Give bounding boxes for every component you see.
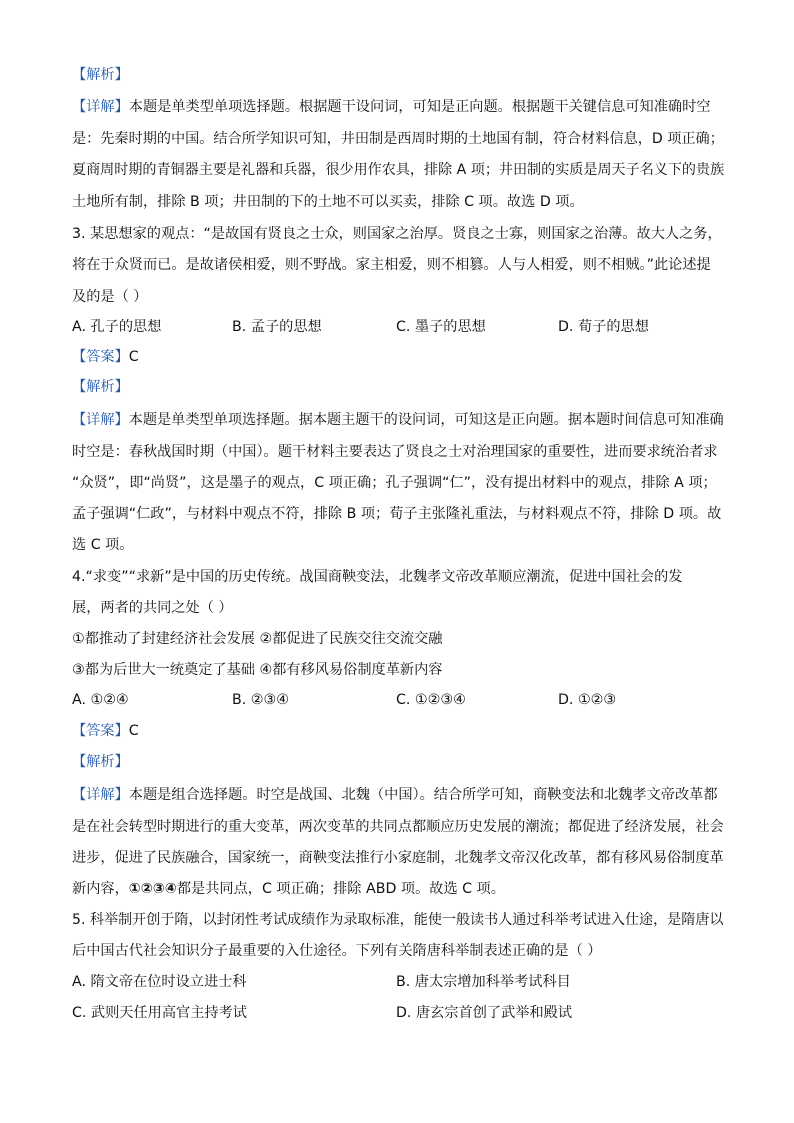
q5-stem-line-1: 5. 科举制开创于隋，以封闭性考试成绩作为录取标准，能使一般读书人通过科举考试进入仕途，是隋唐以: [72, 912, 724, 928]
q2-detail-line-2: 是：先秦时期的中国。结合所学知识可知，井田制是西周时期的土地国有制，符合材料信息，D 项正确；: [72, 131, 724, 147]
q4-option-d: D. ①②③: [558, 692, 617, 708]
q2-detail-line-4: 土地所有制，排除 B 项；井田制的下的土地不可以买卖，排除 C 项。故选 D 项。: [72, 194, 584, 210]
q3-detail-line-5: 选 C 项。: [72, 537, 134, 553]
q4-detail-line-1: 【详解】本题是组合选择题。时空是战国、北魏（中国）。结合所学可知，商鞅变法和北魏孝文帝改革都: [72, 787, 718, 803]
q3-detail-line-3: “众贤”，即“尚贤”，这是墨子的观点，C 项正确；孔子强调“仁”，没有提出材料中的观点，排除 A 项；: [72, 475, 717, 491]
q4-stem-line-2: 展，两者的共同之处（ ）: [72, 600, 233, 616]
q3-detail-line-2: 时空是：春秋战国时期（中国）。题干材料主要表达了贤良之士对治理国家的重要性，进而要求统治者求: [72, 444, 718, 460]
q3-detail-line-4: 孟子强调“仁政”，与材料中观点不符，排除 B 项；荀子主张隆礼重法，与材料观点不符，排除 D 项。故: [72, 506, 722, 522]
q3-stem-line-1: 3. 某思想家的观点：“是故国有贤良之士众，则国家之治厚。贤良之士寡，则国家之治薄。故大人之务，: [72, 226, 722, 242]
q2-detail-line-1: 【详解】本题是单类型单项选择题。根据题干设问词，可知是正向题。根据题干关键信息可知准确时空: [72, 99, 711, 115]
circled-numbers: ①②③④: [128, 881, 177, 897]
q5-option-a: A. 隋文帝在位时设立进士科: [72, 974, 247, 990]
q4-statement-line-2: ③都为后世大一统奠定了基础 ④都有移风易俗制度革新内容: [72, 662, 443, 678]
q4-answer-value: C: [128, 723, 139, 739]
detail-label: 【详解】: [72, 99, 129, 115]
q5-stem-line-2: 后中国古代社会知识分子最重要的入仕途径。下列有关隋唐科举制表述正确的是（ ）: [72, 943, 602, 959]
analysis-label: 【解析】: [72, 67, 129, 83]
answer-label: 【答案】: [72, 723, 129, 739]
answer-label: 【答案】: [72, 349, 129, 365]
q3-stem-line-3: 及的是（ ）: [72, 289, 148, 305]
q4-option-c: C. ①②③④: [396, 692, 466, 708]
detail-label: 【详解】: [72, 787, 129, 803]
q4-statement-line-1: ①都推动了封建经济社会发展 ②都促进了民族交往交流交融: [72, 631, 443, 647]
q4-stem-line-1: 4.“求变”“求新”是中国的历史传统。战国商鞅变法，北魏孝文帝改革顺应潮流，促进中国社会的发: [72, 569, 683, 585]
q3-answer-value: C: [128, 349, 139, 365]
q5-option-c: C. 武则天任用高官主持考试: [72, 1005, 247, 1021]
q4-option-b: B. ②③④: [232, 692, 289, 708]
q4-analysis-label: 【解析】: [72, 754, 129, 770]
q4-detail-line-3: 进步，促进了民族融合，国家统一，商鞅变法推行小家庭制，北魏孝文帝汉化改革，都有移风易俗制度革: [72, 850, 724, 866]
q3-analysis-label: 【解析】: [72, 379, 129, 395]
detail-label: 【详解】: [72, 412, 129, 428]
q5-option-d: D. 唐玄宗首创了武举和殿试: [396, 1005, 573, 1021]
q3-stem-line-2: 将在于众贤而已。是故诸侯相爱，则不野战。家主相爱，则不相篡。人与人相爱，则不相贼。”此论述提: [72, 257, 711, 273]
q3-option-a: A. 孔子的思想: [72, 319, 162, 335]
q4-detail-line-2: 是在社会转型时期进行的重大变革，两次变革的共同点都顺应历史发展的潮流；都促进了经济发展，社会: [72, 819, 724, 835]
q5-option-b: B. 唐太宗增加科举考试科目: [396, 974, 571, 990]
q3-answer: [72, 348, 139, 366]
q3-option-b: B. 孟子的思想: [232, 319, 322, 335]
q3-option-c: C. 墨子的思想: [396, 319, 486, 335]
q4-option-a: A. ①②④: [72, 692, 129, 708]
q3-option-d: D. 荀子的思想: [558, 319, 649, 335]
q3-detail-line-1: 【详解】本题是单类型单项选择题。据本题主题干的设问词，可知这是正向题。据本题时间信息可知准确: [72, 412, 724, 428]
q2-detail-line-3: 夏商周时期的青铜器主要是礼器和兵器，很少用作农具，排除 A 项；井田制的实质是周天子名义下的贵族: [72, 162, 725, 178]
q4-detail-line-4: 新内容，①②③④都是共同点，C 项正确；排除 ABD 项。故选 C 项。: [72, 881, 505, 897]
q4-answer: [72, 722, 139, 740]
